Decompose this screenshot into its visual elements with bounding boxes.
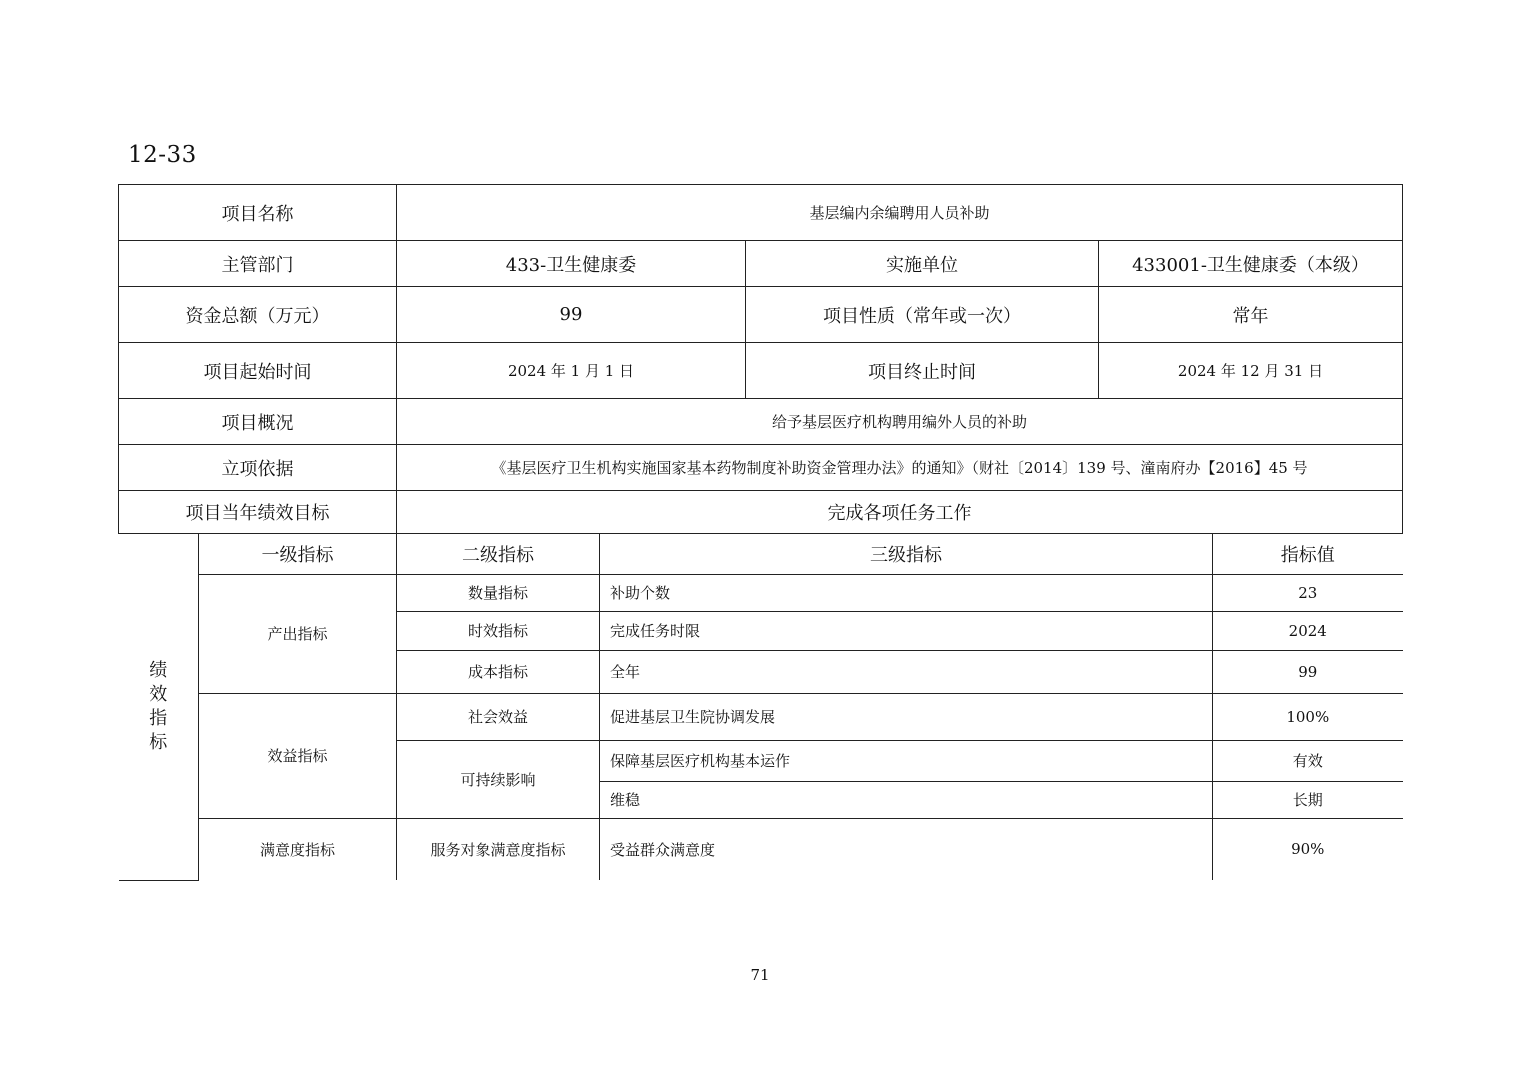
value-cell: 100%: [1213, 693, 1403, 740]
level3-cell: 保障基层医疗机构基本运作: [600, 740, 1213, 781]
basis-value: 《基层医疗卫生机构实施国家基本药物制度补助资金管理办法》的通知》（财社〔2014〕139 号、潼南府办【2016】45 号: [397, 445, 1403, 491]
section-char: 指: [149, 707, 168, 729]
indicator-row: [119, 693, 1403, 740]
satisfaction-indicator-label: 满意度指标: [199, 818, 397, 880]
level2-cell: 成本指标: [397, 650, 600, 693]
overview-value: 给予基层医疗机构聘用编外人员的补助: [397, 399, 1403, 445]
header-level1: 一级指标: [199, 534, 397, 574]
goal-value: 完成各项任务工作: [397, 491, 1403, 534]
end-value: 2024 年 12 月 31 日: [1099, 343, 1403, 399]
level3-cell: 全年: [600, 650, 1213, 693]
value-cell: 长期: [1213, 781, 1403, 818]
level3-cell: 补助个数: [600, 574, 1213, 611]
indicator-row: [119, 818, 1403, 880]
section-char: 绩: [149, 659, 168, 681]
fund-label: 资金总额（万元）: [119, 287, 397, 343]
level3-cell: 维稳: [600, 781, 1213, 818]
overview-label: 项目概况: [119, 399, 397, 445]
end-label: 项目终止时间: [746, 343, 1099, 399]
basis-label: 立项依据: [119, 445, 397, 491]
level3-cell: 促进基层卫生院协调发展: [600, 693, 1213, 740]
row-project-name: [119, 185, 1403, 241]
indicators-wrapper: [119, 534, 1403, 881]
header-value: 指标值: [1213, 534, 1403, 574]
indicator-header-row: [119, 534, 1403, 574]
value-cell: 99: [1213, 650, 1403, 693]
page-number: 71: [750, 966, 770, 984]
row-overview: [119, 399, 1403, 445]
row-basis: [119, 445, 1403, 491]
value-cell: 23: [1213, 574, 1403, 611]
start-value: 2024 年 1 月 1 日: [397, 343, 746, 399]
project-name-label: 项目名称: [119, 185, 397, 241]
level3-cell: 受益群众满意度: [600, 818, 1213, 880]
row-department: [119, 241, 1403, 287]
unit-label: 实施单位: [746, 241, 1099, 287]
nature-value: 常年: [1099, 287, 1403, 343]
row-fund: [119, 287, 1403, 343]
benefit-indicator-label: 效益指标: [199, 693, 397, 818]
performance-section-label: [119, 534, 199, 880]
indicator-row: [119, 574, 1403, 611]
fund-value: 99: [397, 287, 746, 343]
row-indicators: [119, 534, 1403, 881]
start-label: 项目起始时间: [119, 343, 397, 399]
goal-label: 项目当年绩效目标: [119, 491, 397, 534]
value-cell: 2024: [1213, 611, 1403, 650]
project-name-value: 基层编内余编聘用人员补助: [397, 185, 1403, 241]
level2-cell: 数量指标: [397, 574, 600, 611]
dept-label: 主管部门: [119, 241, 397, 287]
level2-cell: 社会效益: [397, 693, 600, 740]
dept-value: 433-卫生健康委: [397, 241, 746, 287]
unit-value: 433001-卫生健康委（本级）: [1099, 241, 1403, 287]
header-level2: 二级指标: [397, 534, 600, 574]
section-char: 效: [149, 683, 168, 705]
indicators-table: [119, 534, 1403, 881]
page-code: 12-33: [128, 142, 197, 168]
level2-cell: 服务对象满意度指标: [397, 818, 600, 880]
nature-label: 项目性质（常年或一次）: [746, 287, 1099, 343]
level2-cell: 可持续影响: [397, 740, 600, 818]
section-char: 标: [149, 731, 168, 753]
level2-cell: 时效指标: [397, 611, 600, 650]
output-indicator-label: 产出指标: [199, 574, 397, 693]
value-cell: 90%: [1213, 818, 1403, 880]
level3-cell: 完成任务时限: [600, 611, 1213, 650]
row-time: [119, 343, 1403, 399]
row-goal: [119, 491, 1403, 534]
header-level3: 三级指标: [600, 534, 1213, 574]
project-table: [118, 184, 1403, 881]
value-cell: 有效: [1213, 740, 1403, 781]
